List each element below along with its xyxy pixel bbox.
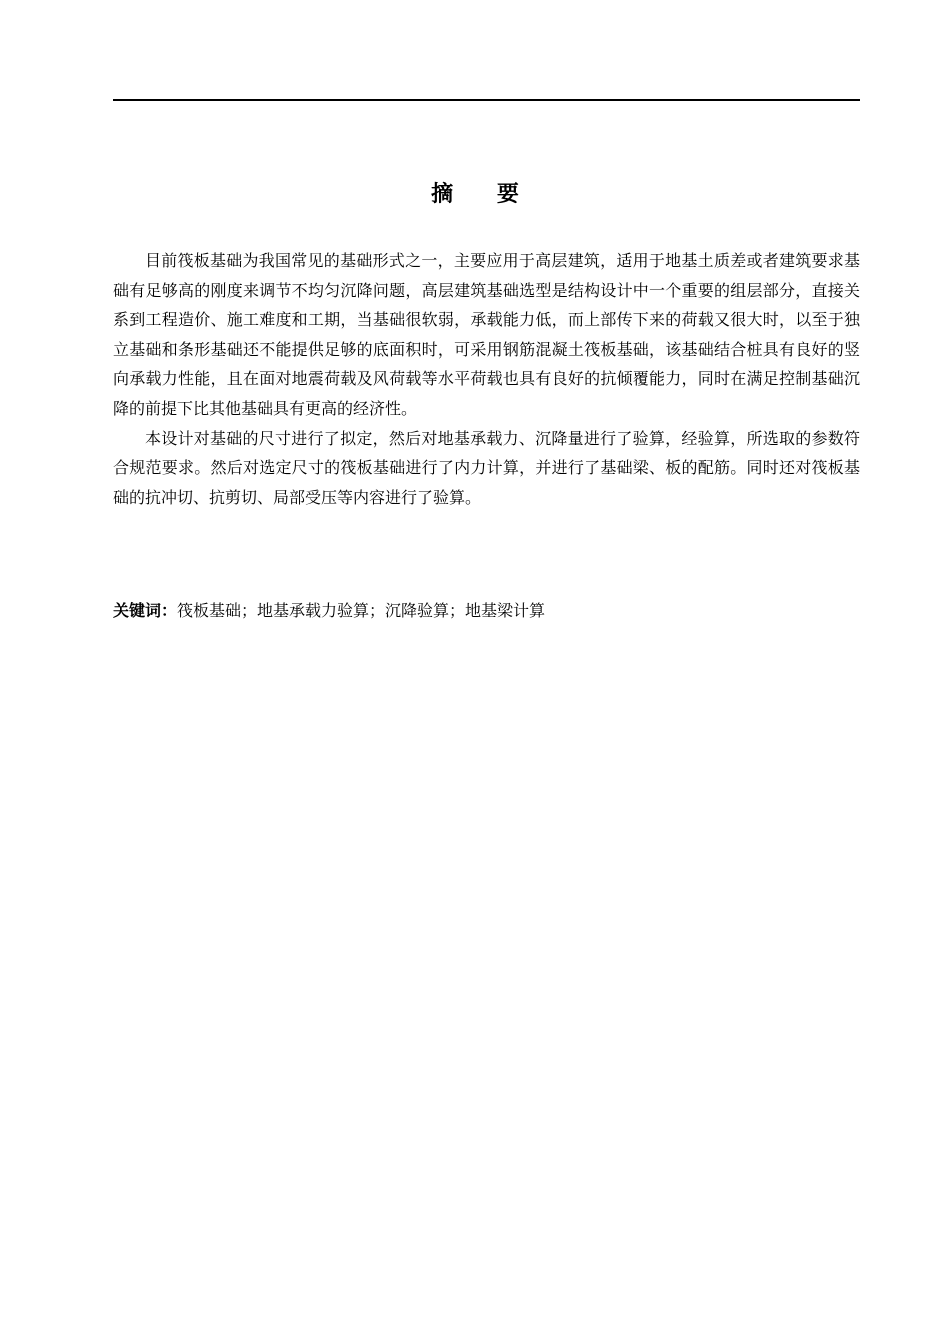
keywords-label: 关键词： xyxy=(113,601,178,620)
abstract-paragraph-2: 本设计对基础的尺寸进行了拟定，然后对地基承载力、沉降量进行了验算，经验算，所选取的参数符合规范要求。然后对选定尺寸的筏板基础进行了内力计算，并进行了基础梁、板的配筋。同时还对筏板基础的抗冲切、抗剪切、局部受压等内容进行了验算。 xyxy=(113,428,860,507)
keywords-text: 筏板基础；地基承载力验算；沉降验算；地基梁计算 xyxy=(177,601,546,620)
page-title: 摘 要 xyxy=(431,181,537,207)
abstract-body xyxy=(113,246,860,512)
header-rule xyxy=(113,99,860,101)
abstract-paragraph-1: 目前筏板基础为我国常见的基础形式之一，主要应用于高层建筑，适用于地基土质差或者建筑要求基础有足够高的刚度来调节不均匀沉降问题，高层建筑基础选型是结构设计中一个重要的组层部分，直接关系到工程造价、施工难度和工期，当基础很软弱，承载能力低，而上部传下来的荷载又很大时，以至于独立基础和条形基础还不能提供足够的底面积时，可采用钢筋混凝土筏板基础，该基础结合桩具有良好的竖向承载力性能，且在面对地震荷载及风荷载等水平荷载也具有良好的抗倾覆能力，同时在满足控制基础沉降的前提下比其他基础具有更高的经济性。 xyxy=(113,251,860,418)
keywords-line xyxy=(113,596,860,625)
